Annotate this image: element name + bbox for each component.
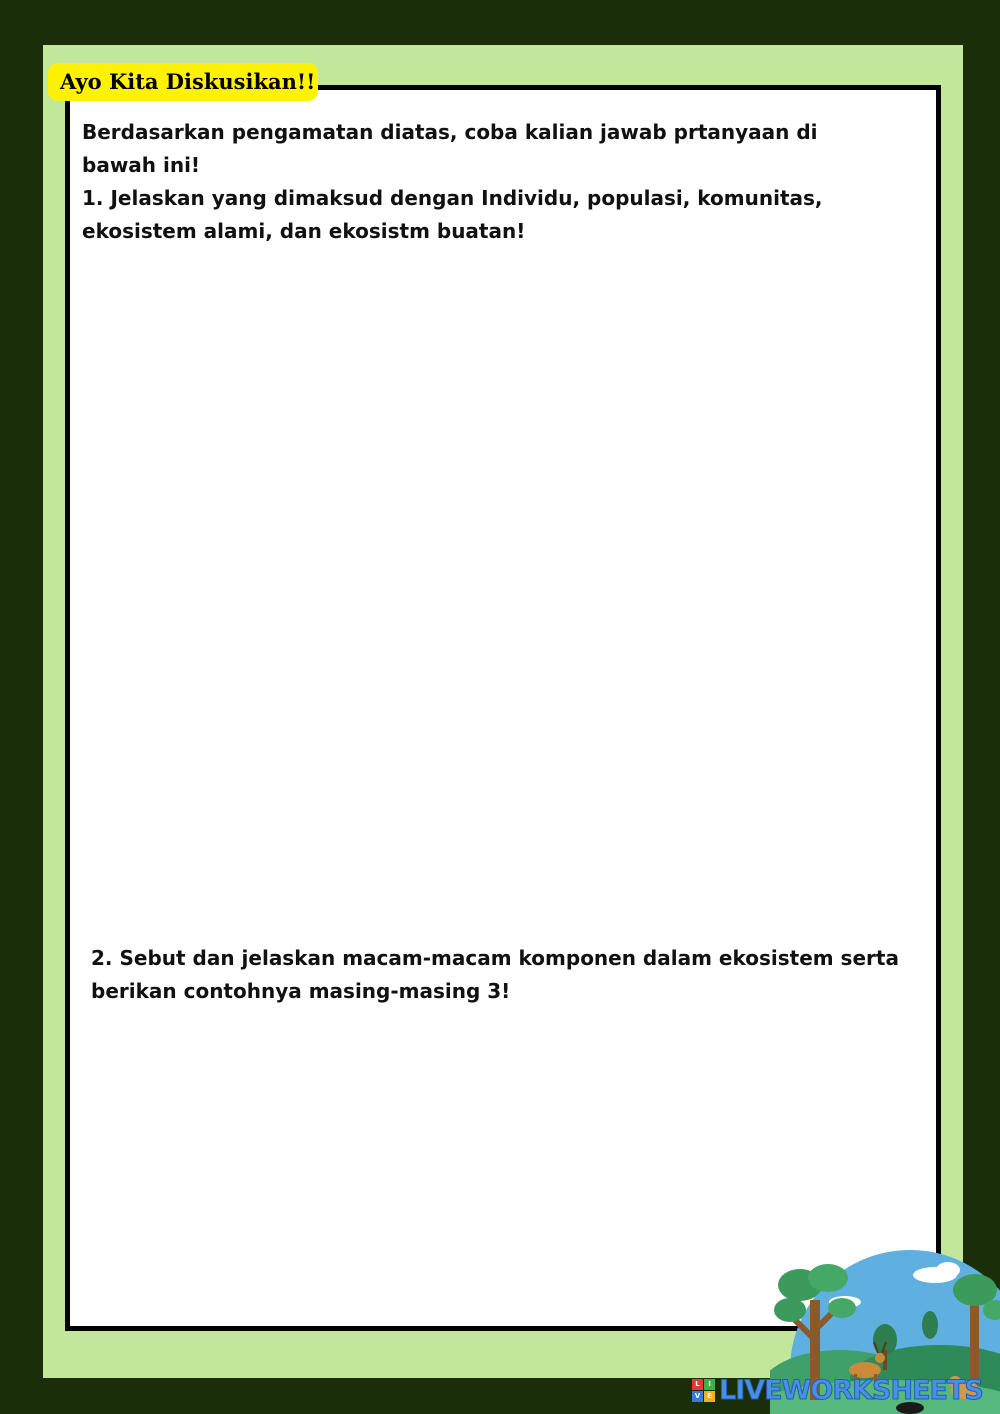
logo-text: LIVEWORKSHEETS (719, 1374, 983, 1406)
question-2: 2. Sebut dan jelaskan macam-macam komponen dalam ekosistem serta berikan contohnya masing-masing 3! (91, 946, 899, 1003)
liveworksheets-logo-icon (692, 1374, 983, 1406)
answer-area-1[interactable] (82, 255, 922, 915)
logo-square-i: I (704, 1379, 715, 1390)
logo-square-e: E (704, 1391, 715, 1402)
answer-area-2[interactable] (91, 1015, 921, 1255)
worksheet-title: Ayo Kita Diskusikan!! (48, 63, 318, 101)
logo-square-v: V (692, 1391, 703, 1402)
instructions-text: Berdasarkan pengamatan diatas, coba kalian jawab prtanyaan di bawah ini! (82, 120, 818, 177)
logo-square-l: L (692, 1379, 703, 1390)
question-1: 1. Jelaskan yang dimaksud dengan Individu, populasi, komunitas, ekosistem alami, dan ekosistm buatan! (82, 186, 823, 243)
